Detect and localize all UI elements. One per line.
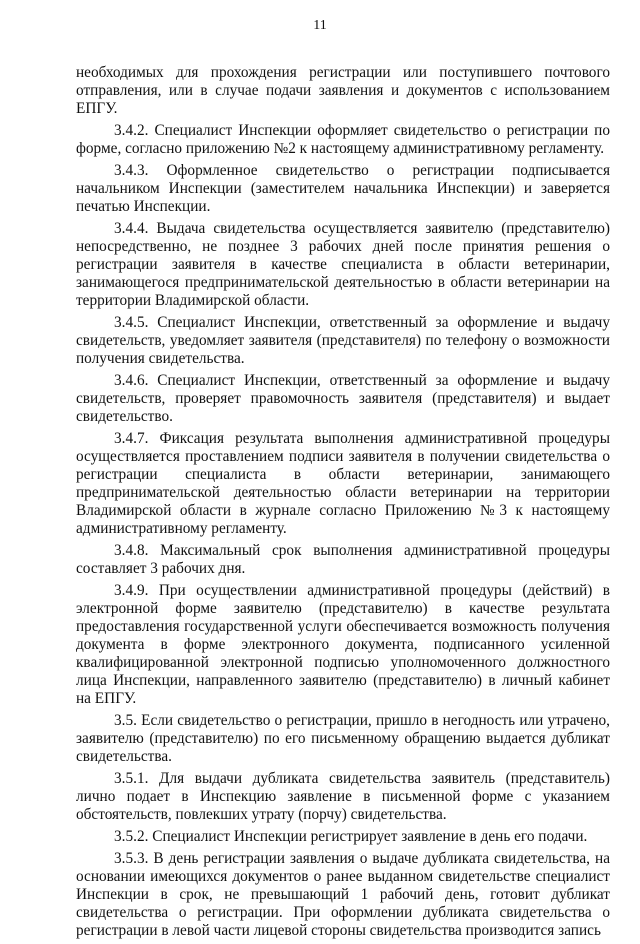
paragraph-3-5-1: 3.5.1. Для выдачи дубликата свидетельства заявитель (представитель) лично подает в Инспекцию заявление в письменной форме с указанием обстоятельств, повлекших утрату (порчу) свидетельства. (76, 770, 610, 823)
paragraph-3-4-3: 3.4.3. Оформленное свидетельство о регистрации подписывается начальником Инспекции (заместителем начальника Инспекции) и заверяется печатью Инспекции. (76, 162, 610, 215)
paragraph-3-5: 3.5. Если свидетельство о регистрации, пришло в негодность или утрачено, заявителю (представителю) по его письменному обращению выдается дубликат свидетельства. (76, 712, 610, 765)
document-body (76, 64, 610, 944)
paragraph-continuation: необходимых для прохождения регистрации или поступившего почтового отправления, или в случае подачи заявления и документов с использованием ЕПГУ. (76, 64, 610, 117)
paragraph-3-5-3: 3.5.3. В день регистрации заявления о выдаче дубликата свидетельства, на основании имеющихся документов о ранее выданном свидетельстве специалист Инспекции в срок, не превышающий 1 рабочий день, готовит дубликат свидетельства о регистрации. При оформлении дубликата свидетельства о регистрации в левой части лицевой стороны свидетельства производится запись (76, 850, 610, 939)
paragraph-3-4-8: 3.4.8. Максимальный срок выполнения административной процедуры составляет 3 рабочих дня. (76, 542, 610, 577)
paragraph-3-4-6: 3.4.6. Специалист Инспекции, ответственный за оформление и выдачу свидетельств, проверяет правомочность заявителя (представителя) и выдает свидетельство. (76, 372, 610, 425)
paragraph-3-4-9: 3.4.9. При осуществлении административной процедуры (действий) в электронной форме заявителю (представителю) в качестве результата предоставления государственной услуги обеспечивается возможность получения документа в форме электронного документа, подписанного усиленной квалифицированной электронной подписью уполномоченного должностного лица Инспекции, направленного заявителю (представителю) в личный кабинет на ЕПГУ. (76, 582, 610, 707)
paragraph-3-4-7: 3.4.7. Фиксация результата выполнения административной процедуры осуществляется проставлением подписи заявителя в получении свидетельства о регистрации специалиста в области ветеринарии, занимающего предпринимательской деятельностью области ветеринарии на территории Владимирской области в журнале согласно Приложению №3 к настоящему административному регламенту. (76, 430, 610, 537)
paragraph-3-4-2: 3.4.2. Специалист Инспекции оформляет свидетельство о регистрации по форме, согласно приложению №2 к настоящему административному регламенту. (76, 122, 610, 157)
paragraph-3-4-5: 3.4.5. Специалист Инспекции, ответственный за оформление и выдачу свидетельств, уведомляет заявителя (представителя) по телефону о возможности получения свидетельства. (76, 314, 610, 367)
paragraph-3-5-2: 3.5.2. Специалист Инспекции регистрирует заявление в день его подачи. (114, 828, 588, 845)
paragraph-3-4-4: 3.4.4. Выдача свидетельства осуществляется заявителю (представителю) непосредственно, не позднее 3 рабочих дней после принятия решения о регистрации заявителя в качестве специалиста в области ветеринарии, занимающегося предпринимательской деятельностью в области ветеринарии на территории Владимирской области. (76, 220, 610, 309)
page-number: 11 (313, 18, 327, 33)
